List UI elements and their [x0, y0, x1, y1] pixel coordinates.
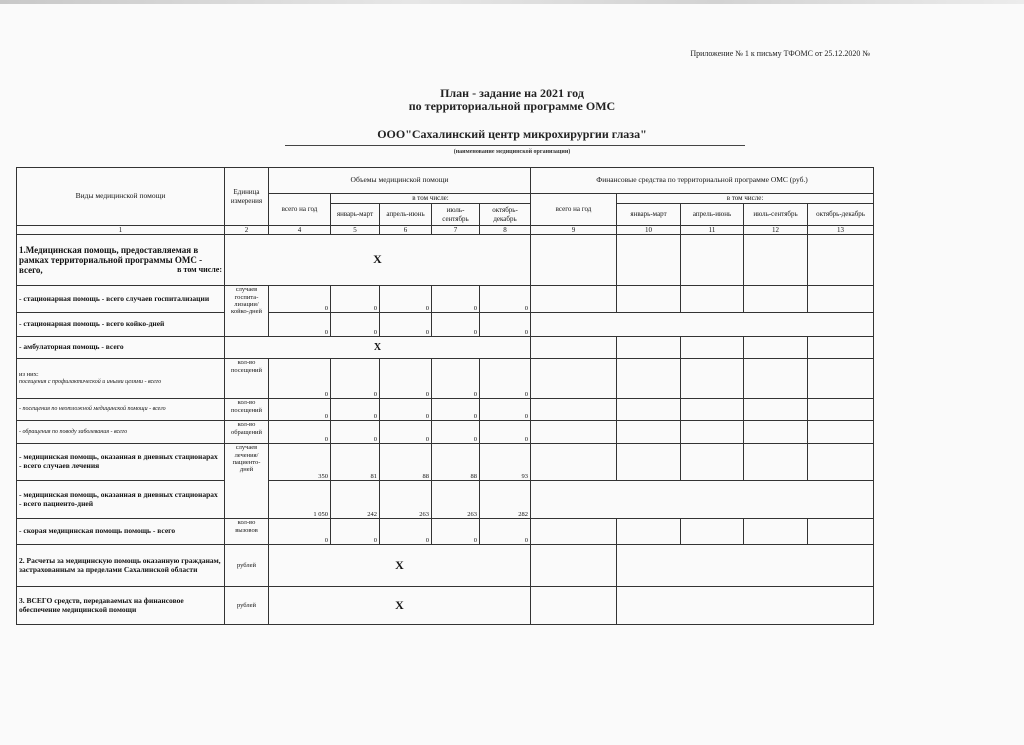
value-cell: 0 — [269, 286, 331, 313]
col-index: 12 — [744, 226, 808, 235]
section1-label — [17, 235, 225, 286]
empty-cell — [531, 399, 617, 421]
value-cell: 1 050 — [269, 481, 331, 519]
organization-underline — [285, 145, 745, 146]
empty-cell — [531, 587, 617, 625]
value-cell: 0 — [432, 359, 480, 399]
x-mark: X — [269, 587, 531, 625]
value-cell: 0 — [331, 399, 380, 421]
empty-cell — [808, 337, 874, 359]
fin-including-header: в том числе: — [617, 194, 874, 204]
value-cell: 350 — [269, 444, 331, 481]
row-label: - медицинская помощь, оказанная в дневных стационарах - всего пациенто-дней — [17, 481, 225, 519]
empty-cell — [744, 359, 808, 399]
empty-cell — [531, 313, 874, 337]
col-unit-header: Единица измерения — [225, 168, 269, 226]
fin-q4-header: октябрь-декабрь — [808, 204, 874, 226]
table-row-section2 — [17, 545, 874, 587]
empty-cell — [681, 519, 744, 545]
organization-caption: (наименование медицинской организации) — [453, 149, 571, 155]
vol-q4-header: октябрь-декабрь — [480, 204, 531, 226]
empty-cell — [531, 337, 617, 359]
empty-cell — [744, 444, 808, 481]
table-row-outpatient — [17, 337, 874, 359]
fin-total-header: всего на год — [531, 194, 617, 226]
row-label: - стационарная помощь - всего случаев госпитализации — [17, 286, 225, 313]
table-row-inpatient-cases — [17, 286, 874, 313]
empty-cell — [808, 421, 874, 444]
value-cell: 0 — [331, 421, 380, 444]
value-cell: 93 — [480, 444, 531, 481]
empty-cell — [681, 444, 744, 481]
empty-cell — [617, 359, 681, 399]
value-cell: 0 — [269, 421, 331, 444]
empty-cell — [808, 359, 874, 399]
value-cell: 0 — [380, 421, 432, 444]
col-index: 8 — [480, 226, 531, 235]
of-which-label: из них: — [19, 371, 39, 379]
col-index: 11 — [681, 226, 744, 235]
value-cell: 0 — [331, 286, 380, 313]
empty-cell — [808, 399, 874, 421]
scan-edge — [0, 0, 1024, 4]
empty-cell — [744, 421, 808, 444]
empty-cell — [531, 286, 617, 313]
empty-cell — [531, 359, 617, 399]
col-index: 5 — [331, 226, 380, 235]
row-unit: рублей — [225, 545, 269, 587]
empty-cell — [744, 399, 808, 421]
empty-cell — [617, 286, 681, 313]
empty-cell — [808, 286, 874, 313]
col-index: 4 — [269, 226, 331, 235]
vol-q3-header: июль-сентябрь — [432, 204, 480, 226]
row-unit: кол-во вызовов — [225, 519, 269, 545]
value-cell: 0 — [432, 286, 480, 313]
row-label: - обращения по поводу заболевания - всего — [17, 421, 225, 444]
empty-cell — [808, 444, 874, 481]
row-label: - скорая медицинская помощь помощь - всего — [17, 519, 225, 545]
col-index: 1 — [17, 226, 225, 235]
empty-cell — [681, 359, 744, 399]
vol-q2-header: апрель-июнь — [380, 204, 432, 226]
empty-cell — [617, 519, 681, 545]
value-cell: 0 — [480, 421, 531, 444]
value-cell: 0 — [269, 399, 331, 421]
fin-q2-header: апрель-июнь — [681, 204, 744, 226]
fin-q1-header: январь-март — [617, 204, 681, 226]
document-title: План - задание на 2021 год — [440, 86, 584, 100]
value-cell: 242 — [331, 481, 380, 519]
value-cell: 0 — [269, 519, 331, 545]
value-cell: 0 — [331, 519, 380, 545]
empty-cell — [617, 337, 681, 359]
value-cell: 0 — [480, 359, 531, 399]
empty-cell — [617, 545, 874, 587]
value-cell: 0 — [380, 519, 432, 545]
empty-cell — [744, 519, 808, 545]
section1-suffix: в том числе: — [177, 265, 222, 275]
empty-cell — [808, 519, 874, 545]
empty-cell — [531, 235, 617, 286]
empty-cell — [617, 235, 681, 286]
appendix-note: Приложение № 1 к письму ТФОМС от 25.12.2020 № — [690, 49, 870, 58]
value-cell: 0 — [432, 421, 480, 444]
value-cell: 263 — [432, 481, 480, 519]
table-row-inpatient-days — [17, 313, 874, 337]
visits-prof-label: посещения с профилактической и иными целями - всего — [19, 378, 162, 385]
row-label: - медицинская помощь, оказанная в дневных стационарах - всего случаев лечения — [17, 444, 225, 481]
table-row-day-cases — [17, 444, 874, 481]
vol-total-header: всего на год — [269, 194, 331, 226]
fin-q3-header: июль-сентябрь — [744, 204, 808, 226]
x-mark: X — [269, 545, 531, 587]
row-label: - стационарная помощь - всего койко-дней — [17, 313, 225, 337]
empty-cell — [744, 286, 808, 313]
value-cell: 88 — [432, 444, 480, 481]
value-cell: 0 — [432, 313, 480, 337]
value-cell: 0 — [432, 519, 480, 545]
table-row-section1 — [17, 235, 874, 286]
row-unit: кол-во посещений — [225, 359, 269, 399]
empty-cell — [744, 337, 808, 359]
empty-cell — [681, 421, 744, 444]
table-row-section3 — [17, 587, 874, 625]
empty-cell — [681, 399, 744, 421]
header-row-1 — [17, 168, 874, 194]
empty-cell — [808, 235, 874, 286]
value-cell: 0 — [480, 399, 531, 421]
vol-including-header: в том числе: — [331, 194, 531, 204]
section1-text: 1.Медицинская помощь, предоставляемая в рамках территориальной программы ОМС - всего, — [19, 244, 203, 276]
value-cell: 0 — [269, 313, 331, 337]
value-cell: 0 — [380, 286, 432, 313]
empty-cell — [681, 337, 744, 359]
organization-name: ООО"Сахалинский центр микрохирургии глаза" — [377, 127, 647, 141]
value-cell: 0 — [331, 313, 380, 337]
value-cell: 0 — [380, 313, 432, 337]
table-row-appeals — [17, 421, 874, 444]
table-row-visits-prof — [17, 359, 874, 399]
col-index: 7 — [432, 226, 480, 235]
row-label: 3. ВСЕГО средств, передаваемых на финансовое обеспечение медицинской помощи — [17, 587, 225, 625]
vol-q1-header: январь-март — [331, 204, 380, 226]
table-row-visits-urgent — [17, 399, 874, 421]
value-cell: 0 — [380, 359, 432, 399]
row-label: 2. Расчеты за медицинскую помощь оказанную гражданам, застрахованным за пределами Сахалинской области — [17, 545, 225, 587]
col-types-header: Виды медицинской помощи — [17, 168, 225, 226]
column-index-row — [17, 226, 874, 235]
row-unit: рублей — [225, 587, 269, 625]
empty-cell — [681, 286, 744, 313]
empty-cell — [744, 235, 808, 286]
table-row-ambulance — [17, 519, 874, 545]
row-unit: случаев госпита-лизации/ койко-дней — [225, 286, 269, 337]
plan-table — [16, 167, 874, 625]
empty-cell — [617, 587, 874, 625]
table-row-day-days — [17, 481, 874, 519]
document-subtitle: по территориальной программе ОМС — [408, 99, 616, 113]
row-unit: случаев лечения/ пациенто-дней — [225, 444, 269, 519]
x-mark: X — [225, 235, 531, 286]
col-finance-header: Финансовые средства по территориальной программе ОМС (руб.) — [531, 168, 874, 194]
value-cell: 0 — [432, 399, 480, 421]
empty-cell — [617, 399, 681, 421]
col-index: 9 — [531, 226, 617, 235]
empty-cell — [531, 545, 617, 587]
empty-cell — [681, 235, 744, 286]
empty-cell — [617, 444, 681, 481]
col-index: 13 — [808, 226, 874, 235]
empty-cell — [531, 519, 617, 545]
row-label: - посещения по неотложной медицинской помощи - всего — [17, 399, 225, 421]
x-mark: X — [225, 337, 531, 359]
col-index: 10 — [617, 226, 681, 235]
col-index: 2 — [225, 226, 269, 235]
value-cell: 0 — [269, 359, 331, 399]
value-cell: 0 — [331, 359, 380, 399]
row-unit: кол-во посещений — [225, 399, 269, 421]
value-cell: 0 — [480, 519, 531, 545]
empty-cell — [531, 421, 617, 444]
row-unit: кол-во обращений — [225, 421, 269, 444]
empty-cell — [617, 421, 681, 444]
row-label — [17, 359, 225, 399]
value-cell: 263 — [380, 481, 432, 519]
col-index: 6 — [380, 226, 432, 235]
col-volumes-header: Объемы медицинской помощи — [269, 168, 531, 194]
empty-cell — [531, 444, 617, 481]
value-cell: 0 — [480, 313, 531, 337]
row-label: - амбулаторная помощь - всего — [17, 337, 225, 359]
value-cell: 88 — [380, 444, 432, 481]
empty-cell — [531, 481, 874, 519]
value-cell: 0 — [480, 286, 531, 313]
value-cell: 81 — [331, 444, 380, 481]
value-cell: 282 — [480, 481, 531, 519]
value-cell: 0 — [380, 399, 432, 421]
